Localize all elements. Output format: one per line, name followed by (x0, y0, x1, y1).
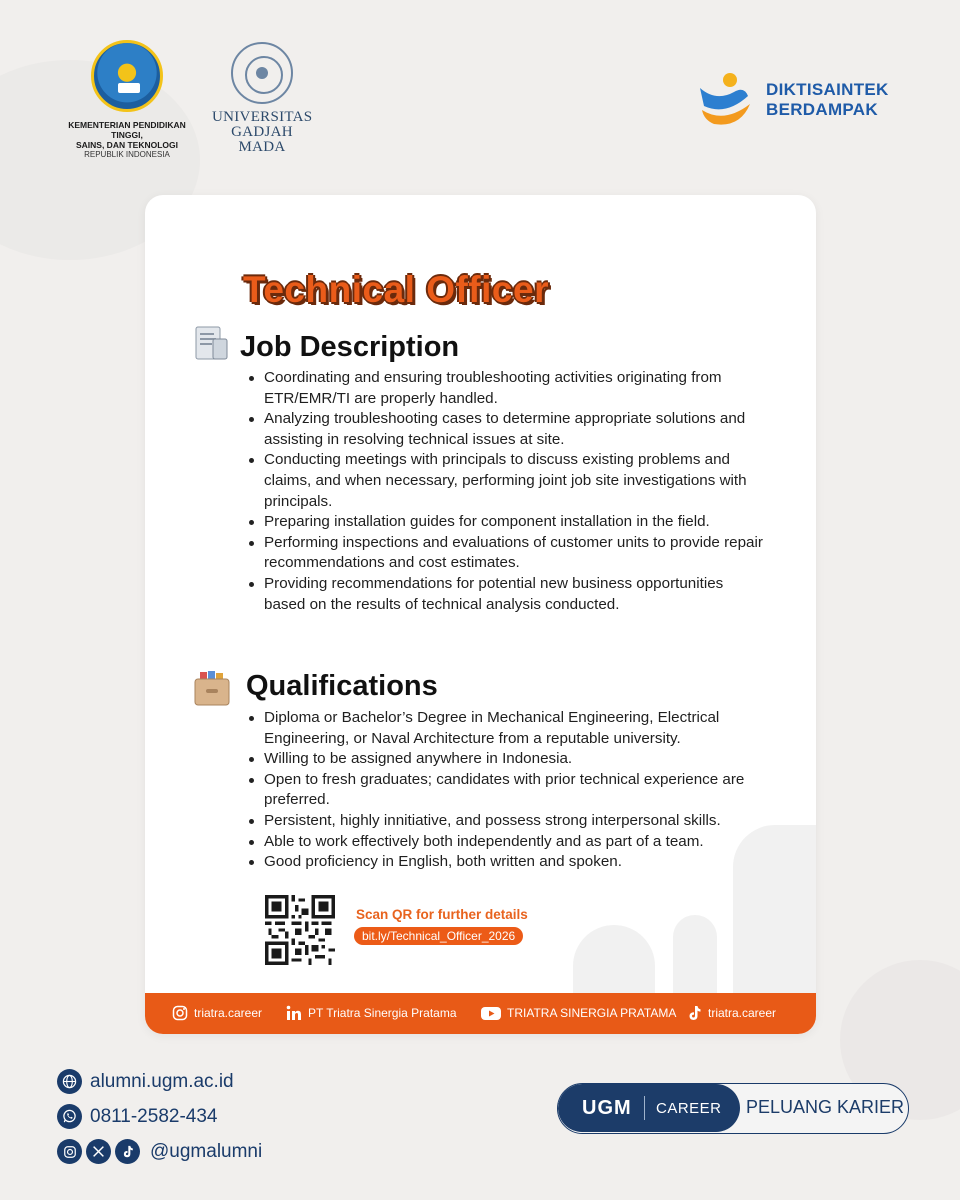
job-card (145, 195, 816, 1034)
list-item: Able to work effectively both independently and as part of a team. (245, 832, 775, 853)
ugm-wordmark: UGM (582, 1096, 632, 1119)
ugm-name-line2: GADJAH MADA (231, 124, 293, 155)
kemdiktisaintek-logo-block (52, 40, 202, 160)
youtube-channel: TRIATRA SINERGIA PRATAMA (507, 1006, 677, 1020)
kemdik-name-line2: SAINS, DAN TEKNOLOGI (75, 140, 178, 150)
list-item: Persistent, highly innitiative, and possess strong interpersonal skills. (245, 811, 775, 832)
company-social-bar (145, 993, 816, 1034)
website-text: alumni.ugm.ac.id (90, 1070, 234, 1092)
diktisaintek-berdampak-logo (696, 70, 896, 130)
instagram-link[interactable] (172, 1005, 262, 1021)
scan-qr-label: Scan QR for further details (356, 907, 528, 922)
phone-text: 0811-2582-434 (90, 1105, 218, 1127)
ugm-career-badge (557, 1083, 909, 1134)
ugm-seal-icon (231, 42, 293, 104)
phone-contact[interactable] (57, 1104, 217, 1129)
ugm-career-label (558, 1084, 740, 1132)
instagram-handle: triatra.career (194, 1006, 263, 1020)
card-watermark (673, 915, 717, 993)
kemdiktisaintek-emblem-icon (91, 40, 163, 112)
kemdik-name-line3: REPUBLIK INDONESIA (84, 150, 170, 159)
linkedin-link[interactable] (286, 1005, 457, 1021)
diktisaintek-logo-icon (696, 70, 754, 128)
list-item: Willing to be assigned anywhere in Indonesia. (245, 749, 775, 770)
linkedin-icon (286, 1005, 302, 1021)
document-icon (193, 325, 231, 363)
peluang-karier-text: PELUANG KARIER (746, 1097, 905, 1117)
tiktok-icon (686, 1005, 702, 1021)
apply-link[interactable]: bit.ly/Technical_Officer_2026 (354, 927, 523, 945)
dikti-title-line2: BERDAMPAK (766, 100, 878, 119)
list-item: Conducting meetings with principals to discuss existing problems and claims, and when necessary, performing joint job site investigations with principals. (245, 450, 765, 512)
card-watermark (573, 925, 655, 993)
instagram-icon (172, 1005, 188, 1021)
list-item: Preparing installation guides for component installation in the field. (245, 512, 765, 533)
list-item: Good proficiency in English, both written and spoken. (245, 852, 775, 873)
list-item: Providing recommendations for potential new business opportunities based on the results of technical analysis conducted. (245, 574, 765, 615)
youtube-link[interactable] (481, 1005, 676, 1021)
qr-code[interactable] (265, 895, 335, 965)
job-title: Technical Officer (243, 269, 549, 310)
social-contact[interactable] (57, 1139, 262, 1164)
ugm-name-line1: UNIVERSITAS (212, 109, 313, 125)
globe-icon (57, 1069, 82, 1094)
tiktok-link[interactable] (686, 1005, 776, 1021)
list-item: Analyzing troubleshooting cases to determine appropriate solutions and assisting in resolving technical issues at site. (245, 409, 765, 450)
qualifications-heading: Qualifications (246, 670, 438, 702)
instagram-icon (57, 1139, 82, 1164)
list-item: Performing inspections and evaluations of customer units to provide repair recommendations and cost estimates. (245, 533, 765, 574)
job-description-heading: Job Description (240, 331, 460, 363)
linkedin-name: PT Triatra Sinergia Pratama (308, 1006, 457, 1020)
dikti-title-line1: DIKTISAINTEK (766, 80, 889, 99)
list-item: Open to fresh graduates; candidates with prior technical experience are preferred. (245, 770, 775, 811)
header (0, 40, 960, 159)
whatsapp-icon (57, 1104, 82, 1129)
tiktok-handle: triatra.career (708, 1006, 777, 1020)
website-contact[interactable] (57, 1069, 234, 1094)
qualifications-list (245, 708, 775, 873)
list-item: Coordinating and ensuring troubleshooting activities originating from ETR/EMR/TI are properly handled. (245, 368, 765, 409)
youtube-icon (481, 1005, 501, 1021)
x-twitter-icon (86, 1139, 111, 1164)
ugm-logo-block (212, 42, 312, 155)
career-text: CAREER (656, 1099, 722, 1117)
card-file-box-icon (193, 669, 231, 707)
social-handle: @ugmalumni (150, 1140, 263, 1162)
kemdik-name-line1: KEMENTERIAN PENDIDIKAN TINGGI, (68, 120, 186, 140)
tiktok-icon (115, 1139, 140, 1164)
divider (644, 1096, 645, 1120)
job-description-list (245, 368, 765, 615)
list-item: Diploma or Bachelor’s Degree in Mechanical Engineering, Electrical Engineering, or Naval Architecture from a reputable university. (245, 708, 775, 749)
